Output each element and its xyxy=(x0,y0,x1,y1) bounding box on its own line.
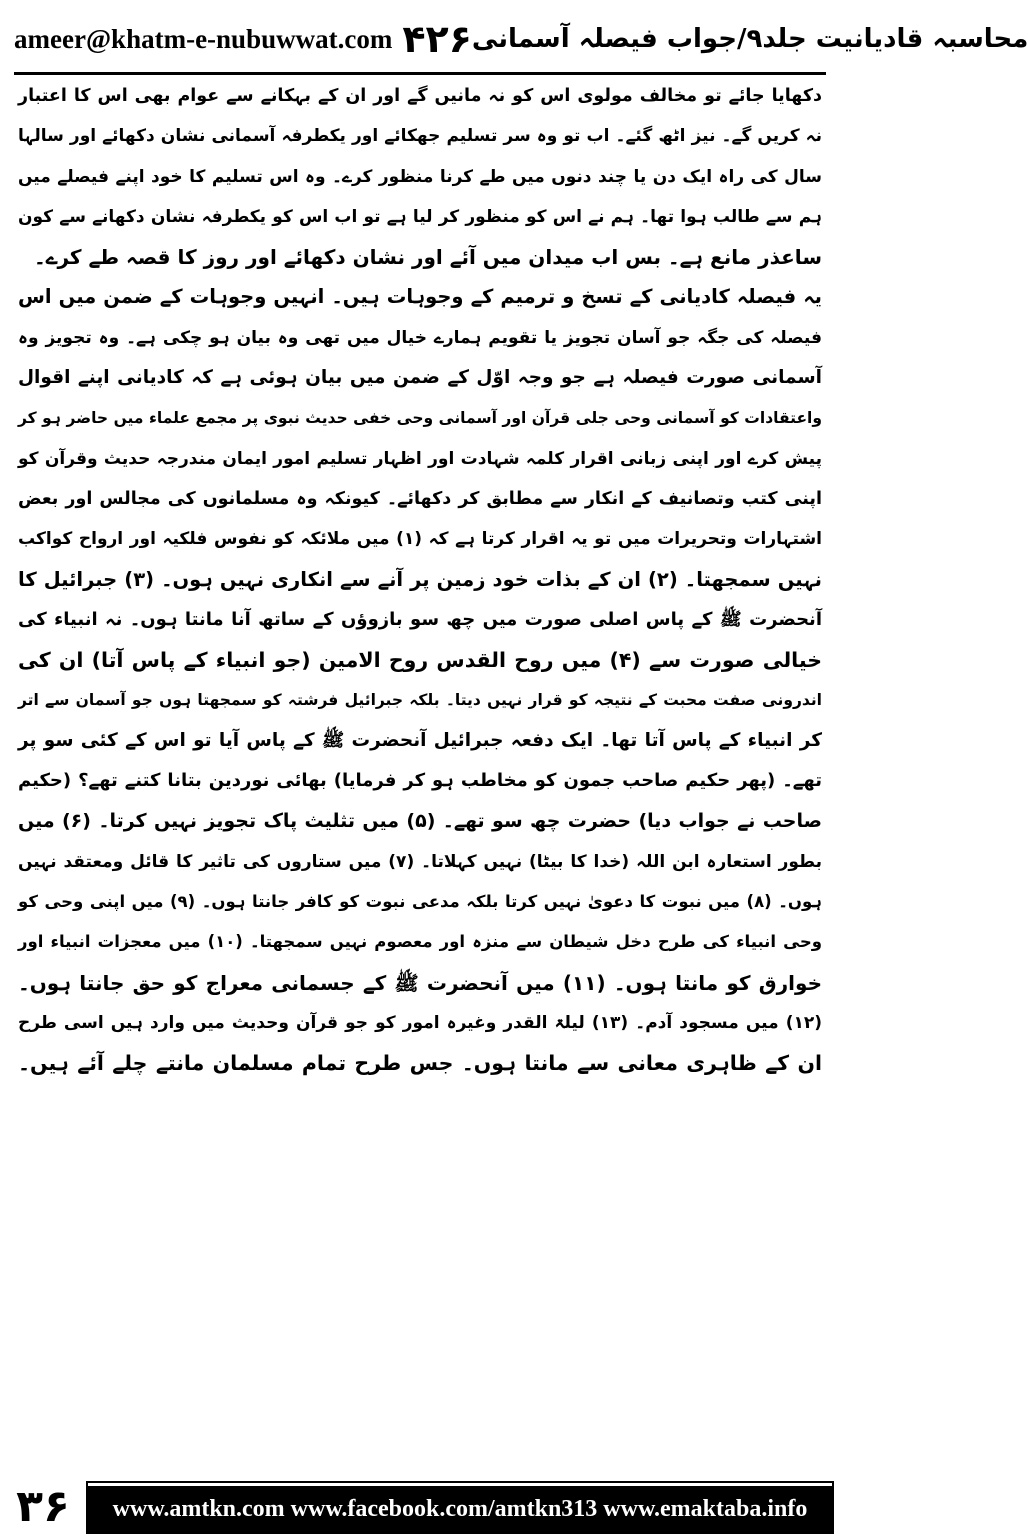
text-line: فیصلہ کی جگہ جو آسان تجویز یا تقویم ہمارے خیال میں تھی وہ بیان ہو چکی ہے۔ وہ تجویز وہ xyxy=(18,327,822,348)
text-line: سال کی راہ ایک دن یا چند دنوں میں طے کرنا منظور کرے۔ وہ اس تسلیم کا خود اپنے فیصلے میں xyxy=(18,166,822,187)
text-line: اپنی کتب وتصانیف کے انکار سے مطابق کر دکھائے۔ کیونکہ وہ مسلمانوں کی مجالس اور بعض xyxy=(18,488,822,509)
header-email: ameer@khatm-e-nubuwwat.com xyxy=(14,23,393,54)
text-line: نہ کریں گے۔ نیز اٹھ گئے۔ اب تو وہ سر تسلیم جھکائے اور یکطرفہ آسمانی نشان دکھائے اور سالہا xyxy=(18,126,822,147)
page-footer xyxy=(8,1462,832,1532)
text-line: دکھایا جائے تو مخالف مولوی اس کو نہ مانیں گے اور ان کے بہکانے سے عوام بھی اس کا اعتبار xyxy=(18,86,822,106)
header-rule xyxy=(14,72,826,75)
text-line: اشتہارات وتحریرات میں تو یہ اقرار کرتا ہے کہ (۱) میں ملائکہ کو نفوس فلکیہ اور ارواح کواکب xyxy=(18,529,822,550)
text-line: (۱۲) میں مسجود آدم۔ (۱۳) لیلۃ القدر وغیرہ امور کو جو قرآن وحدیث میں وارد ہیں اسی طرح xyxy=(18,1012,823,1033)
text-line: پیش کرے اور اپنی زبانی اقرار کلمہ شہادت اور اظہار تسلیم امور ایمان مندرجہ حدیث وقرآن کو xyxy=(18,448,822,469)
text-line: آسمانی صورت فیصلہ ہے جو وجہ اوّل کے ضمن میں بیان ہوئی ہے کہ کادیانی اپنے اقوال xyxy=(18,367,822,389)
footer-page-number: ۳۶ xyxy=(16,1481,70,1532)
text-line: تھے۔ (پھر حکیم صاحب جمون کو مخاطب ہو کر فرمایا) بھائی نوردین بتانا کتنے تھے؟ (حکیم xyxy=(18,770,822,792)
text-line: نہیں سمجھتا۔ (۲) ان کے بذات خود زمین پر آنے سے انکاری نہیں ہوں۔ (۳) جبرائیل کا xyxy=(18,567,822,591)
text-line: ہم سے طالب ہوا تھا۔ ہم نے اس کو منظور کر لیا ہے تو اب اس کو یکطرفہ نشان دکھانے سے کون xyxy=(18,206,822,227)
footer-links: www.amtkn.com www.facebook.com/amtkn313 www.emaktaba.info xyxy=(112,1495,808,1522)
footer-bar xyxy=(88,1483,832,1532)
text-line: آنحضرت ﷺ کے پاس اصلی صورت میں چھ سو بازوؤں کے ساتھ آنا مانتا ہوں۔ نہ انبیاء کی xyxy=(18,608,822,630)
text-line: بطور استعارہ ابن اللہ (خدا کا بیٹا) نہیں کہلاتا۔ (۷) میں ستاروں کی تاثیر کا قائل ومعتقد نہیں xyxy=(18,851,823,872)
text-line: واعتقادات کو آسمانی وحی جلی قرآن اور آسمانی وحی خفی حدیث نبوی پر مجمع علماء میں حاضر ہو کر xyxy=(18,409,822,428)
text-line: وحی انبیاء کی طرح دخل شیطان سے منزہ اور معصوم نہیں سمجھتا۔ (۱۰) میں معجزات انبیاء اور xyxy=(18,932,823,952)
text-line: اندرونی صفت محبت کے نتیجہ کو قرار نہیں دیتا۔ بلکہ جبرائیل فرشتہ کو سمجھتا ہوں جو آسمان سے اتر xyxy=(18,691,822,710)
header-title: محاسبہ قادیانیت جلد۹/جواب فیصلہ آسمانی xyxy=(471,24,1028,54)
text-line: ہوں۔ (۸) میں نبوت کا دعویٰ نہیں کرتا بلکہ مدعی نبوت کو کافر جانتا ہوں۔ (۹) میں اپنی وحی کو xyxy=(18,891,822,911)
page-header xyxy=(14,8,1028,70)
body-text xyxy=(18,76,822,1446)
text-line: ساعذر مانع ہے۔ بس اب میدان میں آئے اور نشان دکھائے اور روز کا قصہ طے کرے۔ xyxy=(34,245,822,270)
header-page-number: ۴۲۶ xyxy=(402,17,472,61)
text-line: کر انبیاء کے پاس آتا تھا۔ ایک دفعہ جبرائیل آنحضرت ﷺ کے پاس آیا تو اس کے کئی سو پر xyxy=(18,729,822,751)
text-line: یہ فیصلہ کادیانی کے تسخ و ترمیم کے وجوہات ہیں۔ انہیں وجوہات کے ضمن میں اس xyxy=(18,285,822,309)
text-line: ان کے ظاہری معانی سے مانتا ہوں۔ جس طرح تمام مسلمان مانتے چلے آئے ہیں۔ xyxy=(18,1051,822,1076)
text-line: صاحب نے جواب دیا) حضرت چھ سو تھے۔ (۵) میں تثلیث پاک تجویز نہیں کرتا۔ (۶) میں xyxy=(18,810,822,833)
text-line: خوارق کو مانتا ہوں۔ (۱۱) میں آنحضرت ﷺ کے جسمانی معراج کو حق جانتا ہوں۔ xyxy=(18,970,822,995)
text-line: خیالی صورت سے (۴) میں روح القدس روح الامین (جو انبیاء کے پاس آتا) ان کی xyxy=(18,648,822,673)
